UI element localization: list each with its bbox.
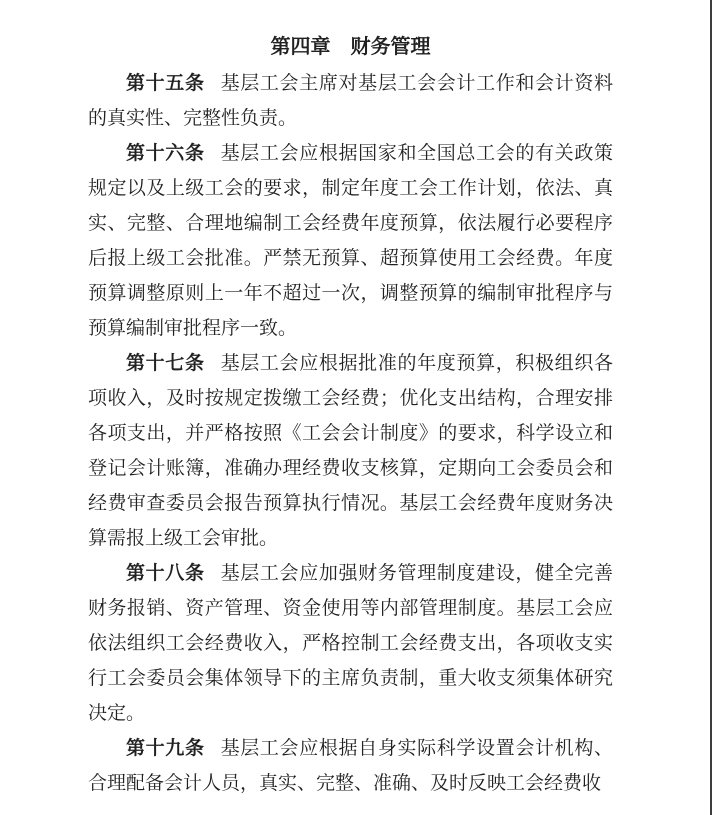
article-18 (88, 556, 613, 731)
chapter-title: 第四章 财务管理 (270, 34, 431, 58)
scan-edge-line (710, 0, 712, 815)
article-18-text: 基层工会应加强财务管理制度建设，健全完善财务报销、资产管理、资金使用等内部管理制度。基层工会应依法组织工会经费收入，严格控制工会经费支出，各项收支实行工会委员会集体领导下的主席负责制，重大收支须集体研究决定。 (88, 562, 613, 724)
article-19 (88, 731, 613, 801)
article-16-text: 基层工会应根据国家和全国总工会的有关政策规定以及上级工会的要求，制定年度工会工作计划，依法、真实、完整、合理地编制工会经费年度预算，依法履行必要程序后报上级工会批准。严禁无预算、超预算使用工会经费。年度预算调整原则上一年不超过一次，调整预算的编制审批程序与预算编制审批程序一致。 (88, 142, 613, 339)
article-15-number: 第十五条 (126, 72, 205, 94)
article-19-number: 第十九条 (126, 737, 205, 759)
document-text-block (88, 0, 613, 801)
article-15 (88, 66, 613, 136)
article-16-number: 第十六条 (126, 142, 205, 164)
article-17 (88, 346, 613, 556)
article-19-text: 基层工会应根据自身实际科学设置会计机构、合理配备会计人员，真实、完整、准确、及时反映工会经费收 (88, 737, 613, 794)
article-16 (88, 136, 613, 346)
article-15-text: 基层工会主席对基层工会会计工作和会计资料的真实性、完整性负责。 (88, 72, 613, 129)
article-17-text: 基层工会应根据批准的年度预算，积极组织各项收入，及时按规定拨缴工会经费；优化支出结构，合理安排各项支出，并严格按照《工会会计制度》的要求，科学设立和登记会计账簿，准确办理经费收支核算，定期向工会委员会和经费审查委员会报告预算执行情况。基层工会经费年度财务决算需报上级工会审批。 (88, 352, 613, 549)
article-17-number: 第十七条 (126, 352, 205, 374)
article-18-number: 第十八条 (126, 562, 205, 584)
